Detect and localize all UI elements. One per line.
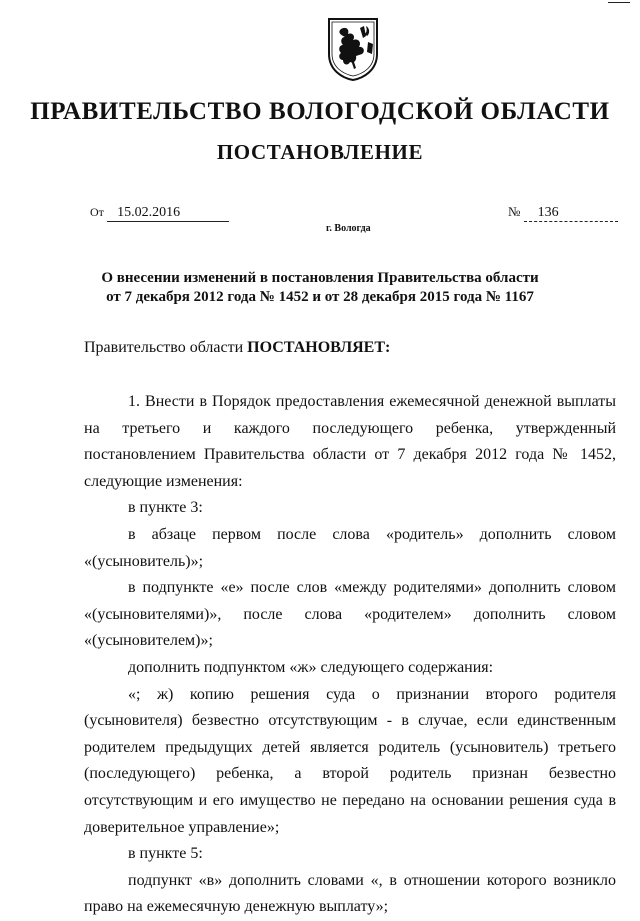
date-field [90, 204, 229, 222]
paragraph-1: 1. Внести в Порядок предоставления ежемесячной денежной выплаты на третьего и каждого последующего ребенка, утвержденный постановлением Правительства области от 7 декабря 2012 года № 1452, следующие изменения: [84, 393, 616, 490]
paragraph-4: в подпункте «е» после слов «между родителями» дополнить словом «(усыновителями)», после слова «родителем» дополнить словом «(усыновителем)»; [84, 579, 616, 650]
paragraph-3: в абзаце первом после слова «родитель» дополнить словом «(усыновитель)»; [84, 525, 616, 570]
paragraph-8: подпункт «в» дополнить словами «, в отношении которого возникло право на ежемесячную денежную выплату»; [84, 871, 616, 916]
paragraph-6: «; ж) копию решения суда о признании второго родителя (усыновителя) безвестно отсутствующим - в случае, если единственным родителем предыдущих детей является родитель (усыновитель) третьего (последующего) ребенка, а второй родитель признан безвестно отсутствующим и его имущество не передано на основании решения суда в доверительное управление»; [84, 685, 616, 836]
document-body [84, 389, 616, 921]
number-prefix: № [508, 204, 521, 219]
date-value: 15.02.2016 [107, 205, 229, 222]
corner-mark [608, 2, 630, 3]
paragraph-5: дополнить подпунктом «ж» следующего содержания: [128, 658, 494, 676]
document-type-title: ПОСТАНОВЛЕНИЕ [216, 140, 424, 164]
vologda-coat-of-arms-icon [326, 16, 380, 82]
preamble-text: Правительство области [84, 339, 248, 356]
paragraph-7: в пункте 5: [128, 845, 203, 863]
preamble [84, 339, 390, 357]
preamble-emphasis: ПОСТАНОВЛЯЕТ: [247, 339, 391, 356]
paragraph-2: в пункте 3: [128, 499, 203, 517]
number-value: 136 [524, 205, 618, 222]
subject-line-1: О внесении изменений в постановления Правительства области [101, 270, 539, 286]
subject-line-2: от 7 декабря 2012 года № 1452 и от 28 декабря 2015 года № 1167 [106, 289, 534, 305]
government-title: ПРАВИТЕЛЬСТВО ВОЛОГОДСКОЙ ОБЛАСТИ [30, 98, 610, 125]
date-prefix: От [90, 205, 104, 219]
number-field [508, 204, 618, 222]
document-subject [60, 269, 580, 307]
city-label: г. Вологда [326, 223, 371, 234]
